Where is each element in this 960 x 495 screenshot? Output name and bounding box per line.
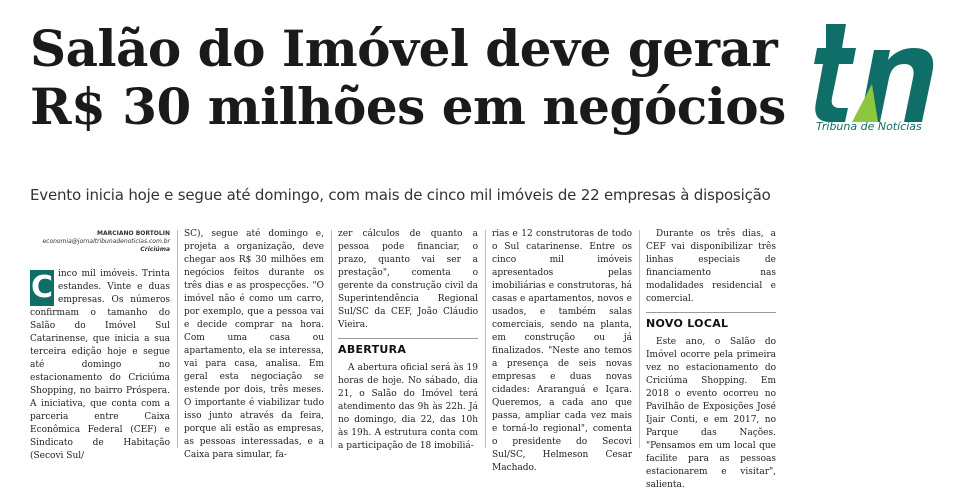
paragraph: zer cálculos de quanto a pessoa pode financiar, o prazo, quanto vai ser a prestação", comenta o gerente da construção civil da Superintendência Regional Sul/SC da CEF, João Cláudio Vieira.	[338, 229, 478, 330]
subheadline: Evento inicia hoje e segue até domingo, com mais de cinco mil imóveis de 22 empresas à disposição	[30, 186, 771, 204]
column-divider	[177, 230, 178, 448]
paragraph: inco mil imóveis. Trinta estandes. Vinte e duas empresas. Os números confirmam o tamanho do Salão do Imóvel Sul Catarinense, que inicia a sua terceira edição hoje e segue até domingo no estacionamento do Criciúma Shopping, no bairro Próspera. A iniciativa, que conta com a parceria entre Caixa Econômica Federal (CEF) e Sindicato de Habitação (Secovi Sul/	[30, 269, 170, 461]
column-divider	[331, 230, 332, 448]
paragraph: Durante os três dias, a CEF vai disponibilizar três linhas especiais de financiamento nas modalidades residencial e comercial.	[646, 229, 776, 304]
headline	[30, 20, 790, 136]
article-column-4	[492, 228, 632, 478]
drop-cap: C	[30, 270, 54, 305]
section-subtitle-novo-local: NOVO LOCAL	[646, 312, 776, 330]
article-column-5	[646, 228, 776, 495]
column-divider	[485, 230, 486, 448]
headline-line-1: Salão do Imóvel deve gerar	[30, 19, 778, 78]
article-column-1	[30, 268, 170, 463]
paragraph: SC), segue até domingo e, projeta a organização, deve chegar aos R$ 30 milhões em negócios feitos durante os três dias e as prospecções. "O imóvel não é como um carro, por exemplo, que a pessoa vai e decide comprar na hora. Com uma casa ou apartamento, ela se interessa, vai para casa, analisa. Em geral esta negociação se estende por dois, três meses. O importante é viabilizar tudo isso junto através da feira, porque ali estão as empresas, as pessoas interessadas, e a Caixa para simular, fa-	[184, 229, 324, 460]
headline-line-2: R$ 30 milhões em negócios	[30, 77, 786, 136]
column-divider	[639, 230, 640, 448]
paragraph: Este ano, o Salão do Imóvel ocorre pela primeira vez no estacionamento do Criciúma Shopping. Em 2018 o evento ocorreu no Pavilhão de Exposições José Ijair Conti, e em 2017, no Parque das Nações. "Pensamos em um local que facilite para as pessoas estacionarem e visitar", salienta.	[646, 337, 776, 490]
article-column-2	[184, 228, 324, 465]
paragraph: A abertura oficial será às 19 horas de hoje. No sábado, dia 21, o Salão do Imóvel terá atendimento das 9h às 22h. Já no domingo, dia 22, das 10h às 19h. A estrutura conta com a participação de 18 imobiliá-	[338, 363, 478, 451]
author-city: Criciúma	[140, 246, 170, 253]
byline	[30, 230, 170, 254]
article-column-3	[338, 228, 478, 456]
author-name: MARCIANO BORTOLIN	[96, 230, 170, 237]
paragraph: rias e 12 construtoras de todo o Sul catarinense. Entre os cinco mil imóveis apresentados pelas imobiliárias e construtoras, há casas e apartamentos, novos e usados, e também salas comerciais, sendo na planta, em construção ou já finalizados. "Neste ano temos a presença de seis novas empresas e duas novas cidades: Araranguá e Içara. Queremos, a cada ano que passa, ampliar cada vez mais e torná-lo regional", comenta o presidente do Secovi Sul/SC, Helmeson Cesar Machado.	[492, 229, 632, 473]
logo-name: Tribuna de Notícias	[816, 120, 922, 133]
author-email: economia@jornaltribunadenoticias.com.br	[42, 238, 170, 245]
section-subtitle-abertura: ABERTURA	[338, 338, 478, 356]
